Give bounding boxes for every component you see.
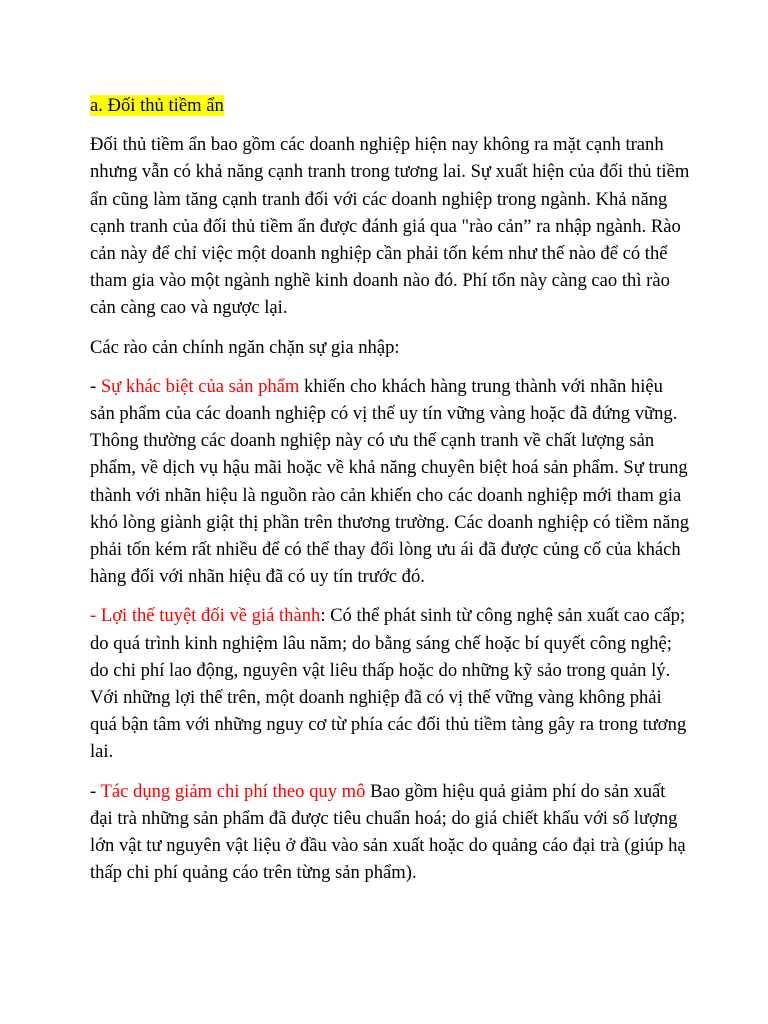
document-page	[90, 92, 690, 898]
barrier-item-economies-of-scale	[90, 778, 690, 887]
barrier-item-product-differentiation	[90, 373, 690, 591]
barrier-item-cost-advantage	[90, 602, 690, 765]
item-text: : Có thể phát sinh từ công nghệ sản xuất cao cấp; do quá trình kinh nghiệm lâu năm; do bằng sáng chế hoặc bí quyết công nghệ; do chi phí lao động, nguyên vật liêu thấp hoặc do những kỹ sảo trong quản lý. Với những lợi thế trên, một doanh nghiệp đã có vị thế vững vàng không phải quá bận tâm với những nguy cơ từ phía các đối thủ tiềm tàng gây ra trong tương lai.	[90, 605, 687, 763]
section-heading	[90, 92, 690, 119]
highlighted-heading-text: a. Đối thủ tiềm ẩn	[90, 95, 224, 116]
item-text: khiến cho khách hàng trung thành với nhãn hiệu sản phẩm của các doanh nghiệp có vị thế uy tín vững vàng hoặc đã đứng vững. Thông thường các doanh nghiệp này có ưu thế cạnh tranh về chất lượng sản phẩm, về dịch vụ hậu mãi hoặc về khả năng chuyên biệt hoá sản phẩm. Sự trung thành với nhãn hiệu là nguồn rào cản khiến cho các doanh nghiệp mới tham gia khó lòng giành giật thị phần trên thương trường. Các doanh nghiệp có tiềm năng phải tốn kém rất nhiều để có thể thay đổi lòng ưu ái đã được củng cố của khách hàng đối với nhãn hiệu đã có uy tín trước đó.	[90, 375, 690, 588]
item-term: Tác dụng giảm chi phí theo quy mô	[100, 780, 366, 802]
item-term: - Lợi thế tuyệt đối về giá thành	[90, 605, 321, 627]
item-term: Sự khác biệt của sản phẩm	[100, 375, 300, 397]
item-lead: -	[90, 780, 101, 802]
barriers-intro-paragraph: Các rào cản chính ngăn chặn sự gia nhập:	[90, 336, 400, 358]
item-lead: -	[90, 375, 101, 397]
item-text: Bao gồm hiệu quả giảm phí do sản xuất đại trà những sản phẩm đã được tiêu chuẩn hoá; do giá chiết khấu với số lượng lớn vật tư nguyên vật liệu ở đầu vào sản xuất hoặc do quảng cáo đại trà (giúp hạ thấp chi phí quảng cáo trên từng sản phẩm).	[90, 780, 686, 884]
intro-paragraph: Đối thủ tiềm ẩn bao gồm các doanh nghiệp hiện nay không ra mặt cạnh tranh nhưng vẫn có khả năng cạnh tranh trong tương lai. Sự xuất hiện của đối thủ tiềm ẩn cũng làm tăng cạnh tranh đối với các doanh nghiệp trong ngành. Khả năng cạnh tranh của đối thủ tiềm ẩn được đánh giá qua "rào cản” ra nhập ngành. Rào cản này để chỉ việc một doanh nghiệp cần phải tốn kém như thế nào để có thể tham gia vào một ngành nghề kinh doanh nào đó. Phí tổn này càng cao thì rào cản càng cao và ngược lại.	[90, 134, 690, 319]
